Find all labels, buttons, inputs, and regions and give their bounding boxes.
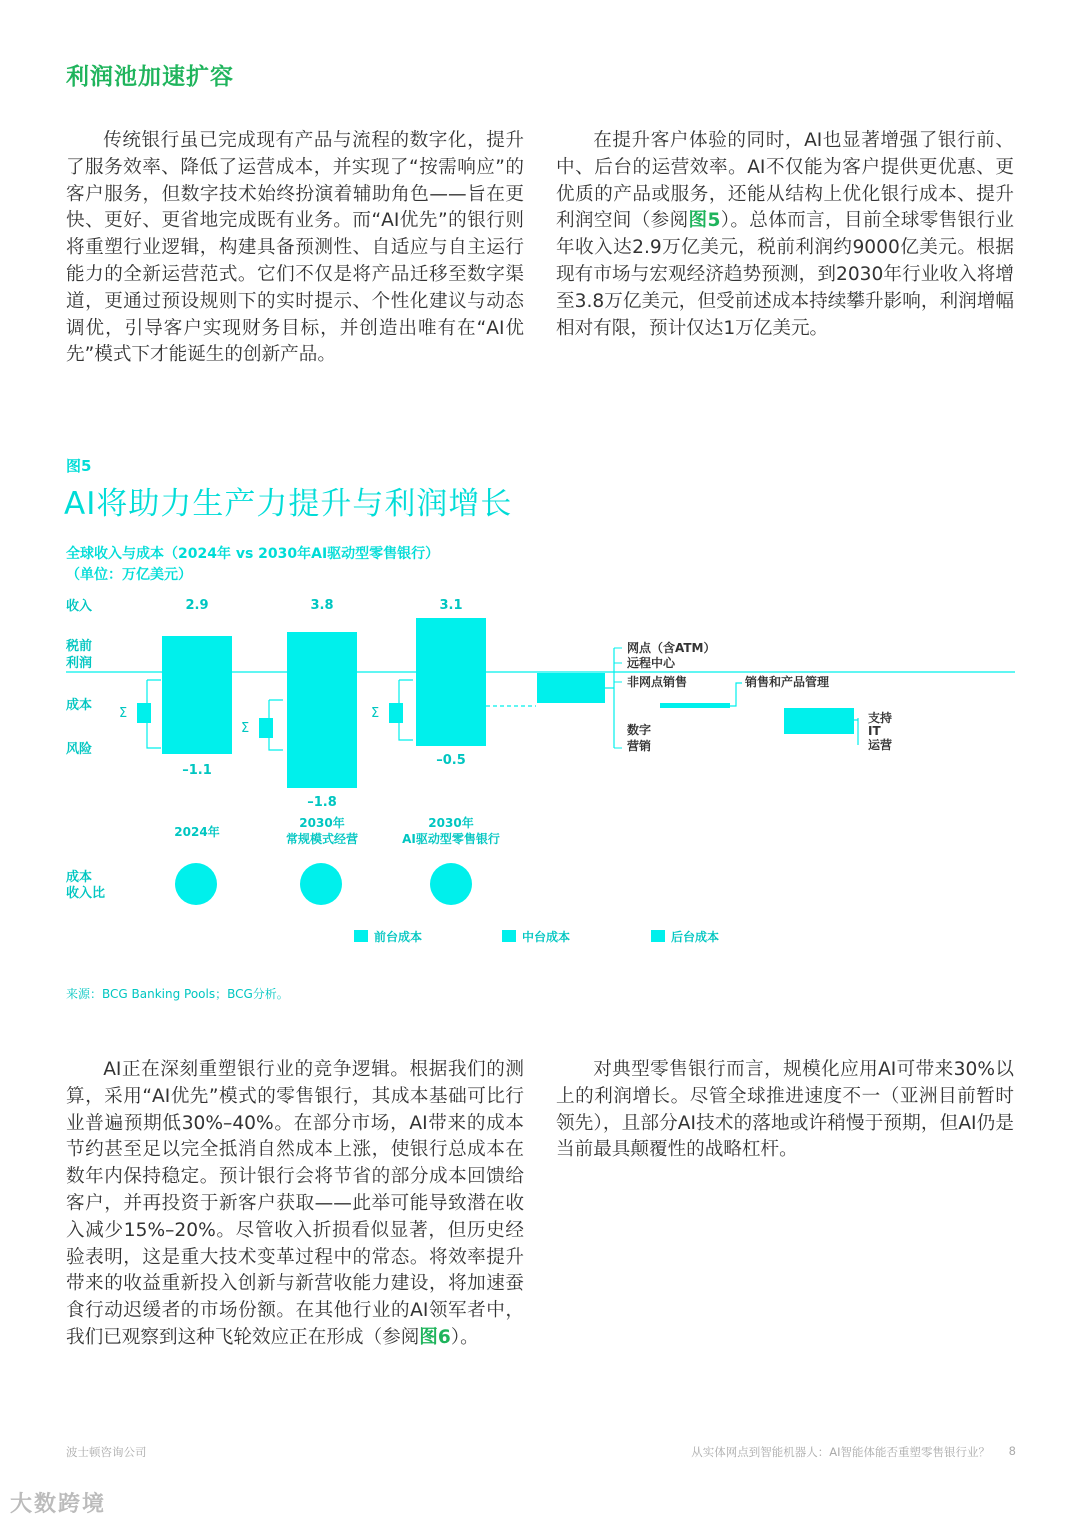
cost-income-ratio-circle bbox=[300, 863, 342, 905]
legend-label: 前台成本 bbox=[374, 930, 423, 944]
figure-6-reference[interactable]: 图6 bbox=[419, 1326, 451, 1348]
cost-sum-box bbox=[259, 718, 273, 738]
figure-5-reference[interactable]: 图5 bbox=[688, 210, 721, 232]
legend-label: 中台成本 bbox=[522, 930, 571, 944]
front-cost-label: 营销 bbox=[627, 739, 652, 753]
revenue-value: 3.8 bbox=[310, 598, 334, 613]
watermark-logo: 大数跨境 bbox=[10, 1492, 107, 1517]
category-label: 2030年 bbox=[299, 816, 345, 830]
cost-sum-box bbox=[137, 703, 151, 723]
figure-title: AI将助力生产力提升与利润增长 bbox=[64, 486, 513, 522]
sigma-symbol: Σ bbox=[241, 721, 250, 736]
row-label-revenue: 收入 bbox=[66, 599, 93, 614]
bar-2 bbox=[287, 632, 357, 788]
chart-subtitle: 全球收入与成本（2024年 vs 2030年AI驱动型零售银行） bbox=[66, 546, 440, 562]
legend-label: 后台成本 bbox=[671, 930, 720, 944]
category-label: 2024年 bbox=[174, 825, 220, 839]
footer-publisher: 波士顿咨询公司 bbox=[66, 1445, 147, 1459]
text-span: AI正在深刻重塑银行业的竞争逻辑。根据我们的测算，采用“AI优先”模式的零售银行，其成本基础可比行业普遍预期低30%–40%。在部分市场，AI带来的成本节约甚至足以完全抵消自然成本上涨，使银行总成本在数年内保持稳定。预计银行会将节省的部分成本回馈给客户，并再投资于新客户获取——此举可能导致潜在收入减少15%–20%。尽管收入折损看似显著，但历史经验表明，这是重大技术变革过程中的常态。将效率提升带来的收益重新投入创新与新营收能力建设，将加速蚕食行动迟缓者的市场份额。在其他行业的AI领军者中，我们已观察到这种飞轮效应正在形成（参阅 bbox=[66, 1059, 524, 1348]
legend-swatch bbox=[651, 930, 665, 942]
row-label-profit: 利润 bbox=[66, 656, 93, 671]
back-cost-label: 支持 bbox=[868, 711, 893, 725]
revenue-value: 3.1 bbox=[439, 598, 463, 613]
front-cost-label: 数字 bbox=[627, 723, 652, 737]
back-cost-label: 运营 bbox=[868, 738, 893, 752]
category-label: AI驱动型零售银行 bbox=[402, 832, 500, 846]
chart-unit: （单位：万亿美元） bbox=[66, 567, 192, 583]
front-cost-bracket bbox=[605, 648, 614, 748]
front-cost-block bbox=[537, 673, 605, 703]
middle-cost-bracket bbox=[730, 683, 742, 706]
paragraph-right-bottom bbox=[556, 1057, 1014, 1164]
text-span: ）。 bbox=[450, 1326, 479, 1348]
bar-1 bbox=[162, 636, 232, 754]
row-label-profit: 税前 bbox=[66, 639, 93, 654]
front-cost-label: 非网点销售 bbox=[627, 675, 688, 689]
risk-value: –1.8 bbox=[307, 795, 337, 810]
front-cost-label: 网点（含ATM） bbox=[627, 641, 716, 655]
legend-swatch bbox=[354, 930, 368, 942]
cost-income-ratio-circle bbox=[430, 863, 472, 905]
back-cost-label: IT bbox=[868, 724, 881, 738]
revenue-value: 2.9 bbox=[185, 598, 209, 613]
back-cost-bracket bbox=[854, 718, 858, 745]
section-title: 利润池加速扩容 bbox=[66, 64, 234, 90]
paragraph-text bbox=[66, 1057, 524, 1352]
middle-cost-block bbox=[660, 703, 730, 708]
paragraph-text: 对典型零售银行而言，规模化应用AI可带来30%以上的利润增长。尽管全球推进速度不一（亚洲目前暂时领先），且部分AI技术的落地或许稍慢于预期，但AI仍是当前最具颠覆性的战略杠杆。 bbox=[556, 1059, 1014, 1161]
risk-value: –0.5 bbox=[436, 753, 466, 768]
ratio-label: 收入比 bbox=[66, 886, 106, 901]
text-span: 在提升客户体验的同时，AI也显著增强了银行前、中、后台的运营效率。AI不仅能为客户提供更优惠、更优质的产品或服务，还能从结构上优化银行成本、提升利润空间（参阅 bbox=[556, 130, 1014, 232]
legend-swatch bbox=[502, 930, 516, 942]
bar-3 bbox=[416, 618, 486, 746]
text-span: ）。总体而言，目前全球零售银行业年收入达2.9万亿美元，税前利润约9000亿美元。根据现有市场与宏观经济趋势预测，到2030年行业收入将增至3.8万亿美元，但受前述成本持续攀升影响，利润增幅相对有限，预计仅达1万亿美元。 bbox=[556, 210, 1014, 339]
footer-report-title: 从实体网点到智能机器人：AI智能体能否重塑零售银行业？ bbox=[691, 1445, 990, 1459]
sigma-symbol: Σ bbox=[119, 706, 128, 721]
ratio-label: 成本 bbox=[66, 870, 93, 885]
risk-value: –1.1 bbox=[182, 763, 212, 778]
category-label: 常规模式经营 bbox=[285, 832, 359, 846]
paragraph-left-bottom bbox=[66, 1057, 524, 1352]
front-cost-label: 远程中心 bbox=[627, 656, 676, 670]
page-number: 8 bbox=[1008, 1444, 1016, 1458]
sigma-symbol: Σ bbox=[371, 706, 380, 721]
paragraph-text: 传统银行虽已完成现有产品与流程的数字化，提升了服务效率、降低了运营成本，并实现了“按需响应”的客户服务，但数字技术始终扮演着辅助角色——旨在更快、更好、更省地完成既有业务。而“AI优先”的银行则将重塑行业逻辑，构建具备预测性、自适应与自主运行能力的全新运营范式。它们不仅是将产品迁移至数字渠道，更通过预设规则下的实时提示、个性化建议与动态调优，引导客户实现财务目标，并创造出唯有在“AI优先”模式下才能诞生的创新产品。 bbox=[66, 130, 524, 366]
category-label: 2030年 bbox=[428, 816, 474, 830]
cost-income-ratio-circle bbox=[175, 863, 217, 905]
row-label-cost: 成本 bbox=[66, 698, 93, 713]
back-cost-block bbox=[784, 708, 854, 734]
middle-cost-label: 销售和产品管理 bbox=[745, 675, 830, 689]
figure-label: 图5 bbox=[66, 457, 92, 475]
chart-source: 来源：BCG Banking Pools；BCG分析。 bbox=[66, 987, 289, 1001]
row-label-risk: 风险 bbox=[66, 742, 93, 757]
cost-sum-box bbox=[389, 703, 403, 723]
